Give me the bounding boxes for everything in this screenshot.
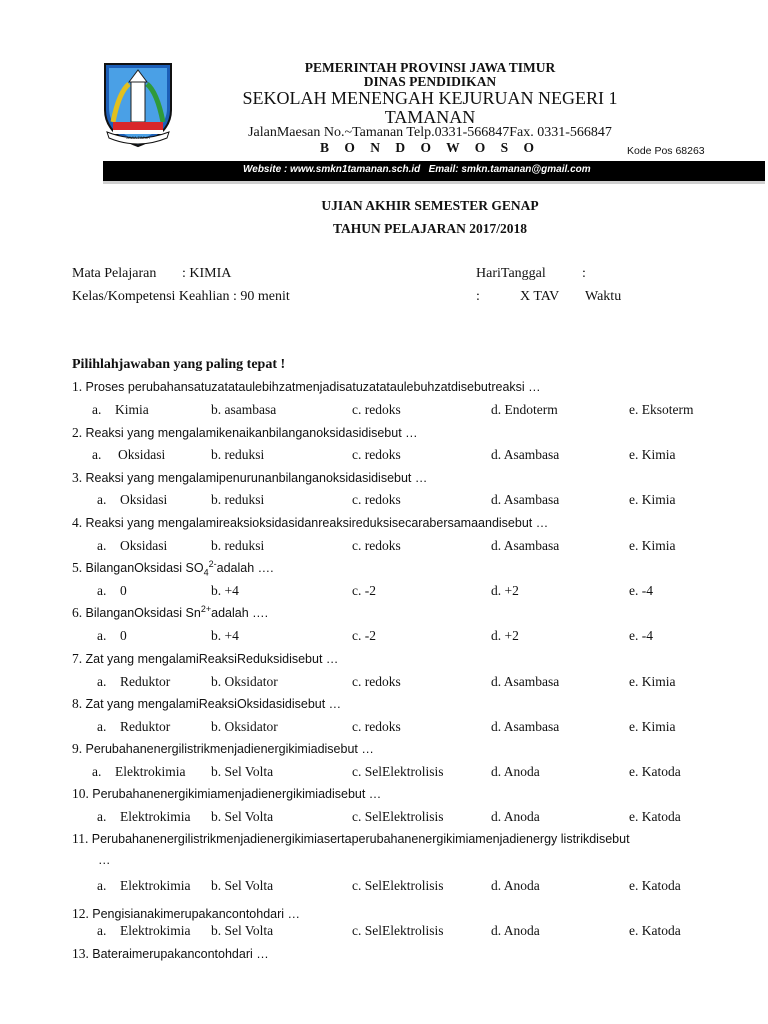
question-number: 8. bbox=[72, 696, 86, 711]
option-c: c. SelElektrolisis bbox=[352, 764, 444, 779]
option-e: e. Katoda bbox=[629, 764, 681, 779]
question-13 bbox=[72, 946, 269, 962]
option-a-letter: a. bbox=[92, 764, 102, 779]
provincial-emblem-logo bbox=[99, 62, 177, 148]
header-department: DINAS PENDIDIKAN bbox=[363, 74, 497, 89]
question-text: BilanganOksidasi $Sn^{2+}adalah$ …. bbox=[85, 603, 269, 620]
option-b: b. reduksi bbox=[211, 447, 265, 462]
option-b: b. Oksidator bbox=[211, 674, 278, 689]
header-school-location: TAMANAN bbox=[384, 107, 476, 127]
option-b: b. reduksi bbox=[211, 492, 265, 507]
option-a-letter: a. bbox=[92, 447, 102, 462]
option-a-letter: a. bbox=[97, 628, 107, 643]
option-a: Oksidasi bbox=[120, 538, 168, 553]
option-e: e. Katoda bbox=[629, 923, 681, 938]
class-value: X TAV bbox=[520, 289, 560, 304]
superscript: 2+ bbox=[200, 603, 212, 614]
option-d: d. +2 bbox=[491, 628, 519, 643]
option-a: Elektrokimia bbox=[120, 809, 191, 824]
option-a: Reduktor bbox=[120, 674, 171, 689]
option-c: c. SelElektrolisis bbox=[352, 809, 444, 824]
option-c: c. redoks bbox=[352, 719, 401, 734]
option-d: d. Anoda bbox=[491, 809, 540, 824]
option-d: d. Asambasa bbox=[491, 447, 560, 462]
option-e: e. Kimia bbox=[629, 447, 676, 462]
header-school-name: SEKOLAH MENENGAH KEJURUAN NEGERI 1 bbox=[242, 88, 618, 108]
question-8 bbox=[72, 696, 341, 712]
question-4 bbox=[72, 515, 548, 531]
question-number: 2. bbox=[72, 425, 86, 440]
option-c: c. redoks bbox=[352, 402, 401, 417]
option-e: e. -4 bbox=[629, 583, 653, 598]
question-number: 9. bbox=[72, 741, 86, 756]
option-e: e. Kimia bbox=[629, 492, 676, 507]
option-a: Reduktor bbox=[120, 719, 171, 734]
option-b: b. +4 bbox=[211, 628, 239, 643]
question-text: BilanganOksidasi $SO_4^{2-}adalah$ …. bbox=[85, 558, 274, 578]
option-d: d. Endoterm bbox=[491, 402, 558, 417]
option-c: c. redoks bbox=[352, 674, 401, 689]
question-text: Bateraimerupakancontohdari … bbox=[92, 947, 269, 961]
option-e: e. Kimia bbox=[629, 538, 676, 553]
option-d: d. Asambasa bbox=[491, 538, 560, 553]
option-e: e. Katoda bbox=[629, 878, 681, 893]
header-address: JalanMaesan No.~Tamanan Telp.0331-566847Fax. 0331-566847 bbox=[248, 125, 612, 140]
question-text: Reaksi yang mengalamipenurunanbilanganoksidasidisebut … bbox=[85, 471, 428, 485]
option-b: b. Sel Volta bbox=[211, 878, 274, 893]
question-number: 13. bbox=[72, 946, 93, 961]
option-d: d. Anoda bbox=[491, 923, 540, 938]
option-a: 0 bbox=[120, 628, 127, 643]
question-number: 5. bbox=[72, 560, 86, 575]
question-text: Proses perubahansatuzatataulebihzatmenjadisatuzatataulebuhzatdisebutreaksi … bbox=[85, 380, 541, 394]
option-a: Elektrokimia bbox=[120, 878, 191, 893]
question-7 bbox=[72, 651, 338, 667]
question-text: Perubahanenergilistrikmenjadienergikimiasertaperubahanenergikimiamenjadienergy listrikdisebut bbox=[91, 832, 630, 846]
option-a-letter: a. bbox=[97, 674, 107, 689]
question-11 bbox=[72, 831, 630, 847]
option-b: b. Sel Volta bbox=[211, 764, 274, 779]
question-text: Zat yang mengalamiReaksiReduksidisebut … bbox=[85, 652, 339, 666]
option-a-letter: a. bbox=[97, 809, 107, 824]
question-10 bbox=[72, 786, 381, 802]
postal-code: Kode Pos 68263 bbox=[627, 145, 705, 157]
question-text: Zat yang mengalamiReaksiOksidasidisebut … bbox=[85, 697, 342, 711]
subscript: 4 bbox=[203, 567, 209, 578]
option-a-letter: a. bbox=[92, 402, 102, 417]
option-e: e. Kimia bbox=[629, 674, 676, 689]
option-a: 0 bbox=[120, 583, 127, 598]
option-a: Oksidasi bbox=[118, 447, 166, 462]
option-c: c. SelElektrolisis bbox=[352, 878, 444, 893]
question-number: 12. bbox=[72, 906, 93, 921]
question-number: 10. bbox=[72, 786, 93, 801]
question-1 bbox=[72, 379, 541, 395]
option-c: c. -2 bbox=[352, 583, 376, 598]
contact-bar bbox=[103, 161, 765, 181]
question-number: 1. bbox=[72, 379, 86, 394]
option-a-letter: a. bbox=[97, 492, 107, 507]
option-b: b. Sel Volta bbox=[211, 809, 274, 824]
option-e: e. Kimia bbox=[629, 719, 676, 734]
question-text: Perubahanenergikimiamenjadienergikimiadisebut … bbox=[92, 787, 382, 801]
time-label: Waktu bbox=[585, 289, 622, 304]
question-text: Pengisianakimerupakancontohdari … bbox=[92, 907, 301, 921]
option-a-letter: a. bbox=[97, 538, 107, 553]
option-a: Kimia bbox=[115, 402, 149, 417]
option-c: c. redoks bbox=[352, 538, 401, 553]
option-c: c. -2 bbox=[352, 628, 376, 643]
question-number: 3. bbox=[72, 470, 86, 485]
option-a: Elektrokimia bbox=[115, 764, 186, 779]
option-e: e. Eksoterm bbox=[629, 402, 694, 417]
option-d: d. Anoda bbox=[491, 878, 540, 893]
day-date-colon: : bbox=[582, 266, 586, 281]
question-number: 6. bbox=[72, 605, 86, 620]
question-2 bbox=[72, 425, 418, 441]
subject-value: : KIMIA bbox=[182, 266, 232, 281]
exam-title: UJIAN AKHIR SEMESTER GENAP bbox=[321, 198, 539, 213]
question-9 bbox=[72, 741, 374, 757]
question-6 bbox=[72, 605, 268, 621]
subject-label: Mata Pelajaran bbox=[72, 266, 157, 281]
question-number: 11. bbox=[72, 831, 92, 846]
logo-banner-text: JAWA TIMUR bbox=[125, 135, 151, 140]
question-text: Perubahanenergilistrikmenjadienergikimiadisebut … bbox=[85, 742, 374, 756]
option-c: c. redoks bbox=[352, 492, 401, 507]
option-b: b. reduksi bbox=[211, 538, 265, 553]
instruction: Pilihlahjawaban yang paling tepat ! bbox=[72, 357, 286, 372]
option-d: d. +2 bbox=[491, 583, 519, 598]
option-a-letter: a. bbox=[97, 923, 107, 938]
option-a: Elektrokimia bbox=[120, 923, 191, 938]
question-12 bbox=[72, 906, 300, 922]
option-d: d. Asambasa bbox=[491, 674, 560, 689]
question-5 bbox=[72, 560, 274, 576]
option-e: e. Katoda bbox=[629, 809, 681, 824]
option-a-letter: a. bbox=[97, 583, 107, 598]
option-a-letter: a. bbox=[97, 719, 107, 734]
class-label: Kelas/Kompetensi Keahlian : 90 menit bbox=[72, 289, 290, 304]
question-text: Reaksi yang mengalamireaksioksidasidanreaksireduksisecarabersamaandisebut … bbox=[85, 516, 549, 530]
option-b: b. +4 bbox=[211, 583, 239, 598]
contact-info: Website : www.smkn1tamanan.sch.id Email: smkn.tamanan@gmail.com bbox=[243, 164, 591, 175]
question-continuation: … bbox=[98, 853, 111, 867]
option-d: d. Anoda bbox=[491, 764, 540, 779]
superscript: 2- bbox=[208, 558, 217, 569]
header-government: PEMERINTAH PROVINSI JAWA TIMUR bbox=[304, 60, 556, 75]
question-3 bbox=[72, 470, 427, 486]
academic-year: TAHUN PELAJARAN 2017/2018 bbox=[332, 221, 527, 236]
option-b: b. asambasa bbox=[211, 402, 277, 417]
option-c: c. SelElektrolisis bbox=[352, 923, 444, 938]
question-number: 4. bbox=[72, 515, 86, 530]
option-c: c. redoks bbox=[352, 447, 401, 462]
option-d: d. Asambasa bbox=[491, 492, 560, 507]
header-city: B O N D O W O S O bbox=[319, 140, 541, 155]
option-a: Oksidasi bbox=[120, 492, 168, 507]
option-e: e. -4 bbox=[629, 628, 653, 643]
question-number: 7. bbox=[72, 651, 86, 666]
day-date-label: HariTanggal bbox=[476, 266, 546, 281]
option-d: d. Asambasa bbox=[491, 719, 560, 734]
option-b: b. Sel Volta bbox=[211, 923, 274, 938]
class-colon: : bbox=[476, 289, 480, 304]
option-a-letter: a. bbox=[97, 878, 107, 893]
question-text: Reaksi yang mengalamikenaikanbilanganoksidasidisebut … bbox=[85, 426, 418, 440]
option-b: b. Oksidator bbox=[211, 719, 278, 734]
